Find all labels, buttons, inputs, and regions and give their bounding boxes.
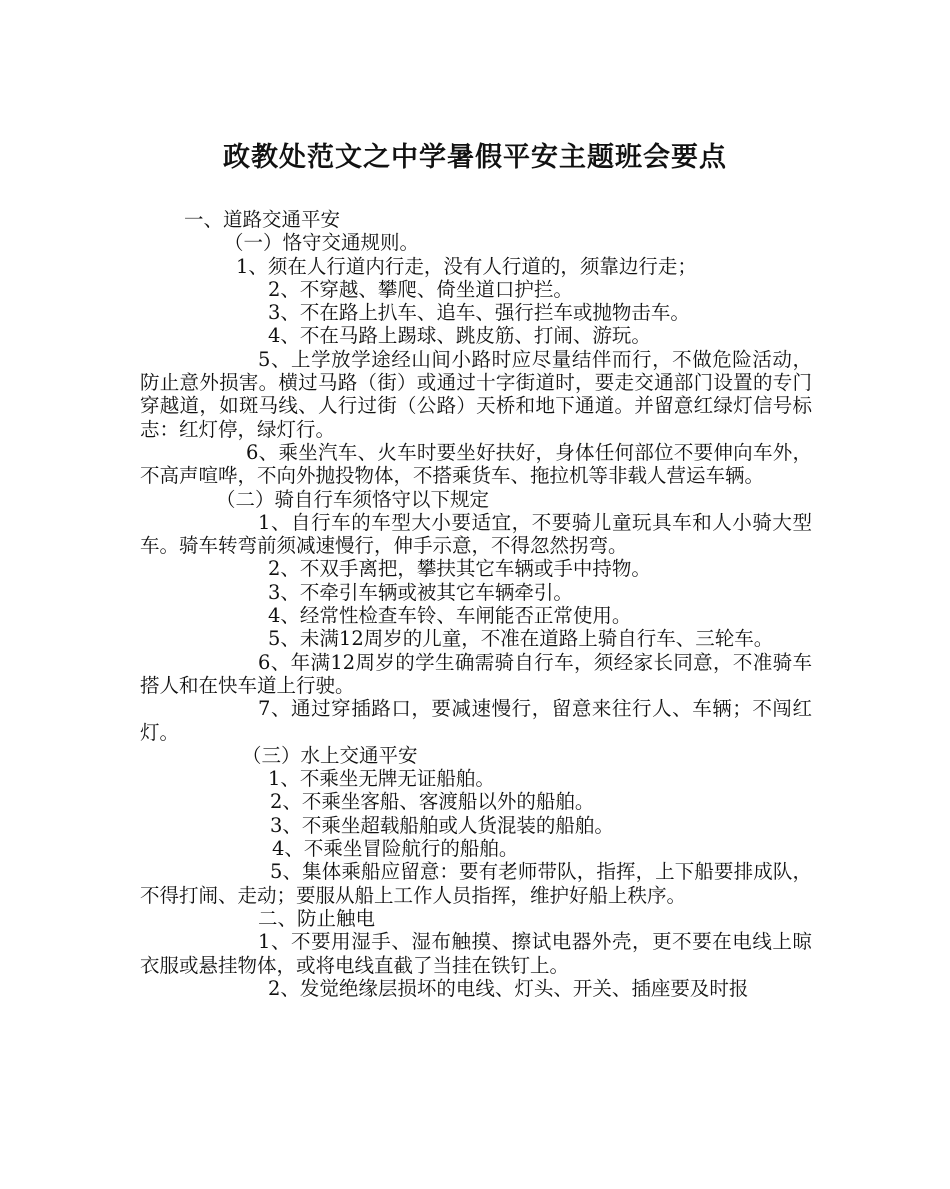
list-item: 4、不在马路上踢球、跳皮筋、打闹、游玩。 [268,324,651,348]
subsection-heading: （一）恪守交通规则。 [224,231,420,255]
document-title: 政教处范文之中学暑假平安主题班会要点 [223,142,727,173]
list-item: 3、不在路上扒车、追车、强行拦车或抛物击车。 [268,301,690,325]
list-item: 2、不穿越、攀爬、倚坐道口护拦。 [268,277,573,301]
list-item: 2、不乘坐客船、客渡船以外的船舶。 [270,790,595,814]
list-item: 5、上学放学途经山间小路时应尽量结伴而行，不做危险活动，防止意外损害。横过马路（街）或通过十字街道时，要走交通部门设置的专门穿越道，如斑马线、人行过街（公路）天桥和地下通道。并留意红绿灯信号标志：红灯停，绿灯行。 [140,347,812,441]
list-item: 7、通过穿插路口，要减速慢行，留意来往行人、车辆；不闯红灯。 [140,697,812,744]
list-item: 4、经常性检查车铃、车闸能否正常使用。 [268,604,632,628]
list-item: 1、不要用湿手、湿布触摸、擦试电器外壳，更不要在电线上晾衣服或悬挂物体，或将电线直截了当挂在铁钉上。 [140,930,812,977]
list-item: 4、不乘坐冒险航行的船舶。 [272,837,519,861]
section-heading: 二、防止触电 [258,906,376,930]
list-item: 5、集体乘船应留意：要有老师带队，指挥，上下船要排成队，不得打闹、走动；要服从船上工作人员指挥，维护好船上秩序。 [140,860,812,907]
list-item: 1、不乘坐无牌无证船舶。 [268,767,495,791]
list-item: 1、自行车的车型大小要适宜，不要骑儿童玩具车和人小骑大型车。骑车转弯前须减速慢行，伸手示意，不得忽然拐弯。 [140,510,812,558]
list-item: 3、不乘坐超载船舶或人货混装的船舶。 [270,813,614,837]
subsection-heading: （二）骑自行车须恪守以下规定 [216,487,490,511]
list-item: 6、乘坐汽车、火车时要坐好扶好，身体任何部位不要伸向车外，不高声喧哗，不向外抛投物体，不搭乘货车、拖拉机等非载人营运车辆。 [140,440,812,488]
subsection-heading: （三）水上交通平安 [242,743,418,767]
list-item: 5、未满12周岁的儿童，不准在道路上骑自行车、三轮车。 [268,627,774,651]
list-item: 6、年满12周岁的学生确需骑自行车，须经家长同意，不准骑车搭人和在快车道上行驶。 [140,650,812,697]
list-item: 1、须在人行道内行走，没有人行道的，须靠边行走； [236,254,697,278]
list-item: 3、不牵引车辆或被其它车辆牵引。 [268,580,573,604]
section-heading: 一、道路交通平安 [184,208,341,231]
list-item: 2、发觉绝缘层损坏的电线、灯头、开关、插座要及时报 [268,976,749,1000]
document-body [140,208,812,1000]
list-item: 2、不双手离把，攀扶其它车辆或手中持物。 [268,557,651,581]
